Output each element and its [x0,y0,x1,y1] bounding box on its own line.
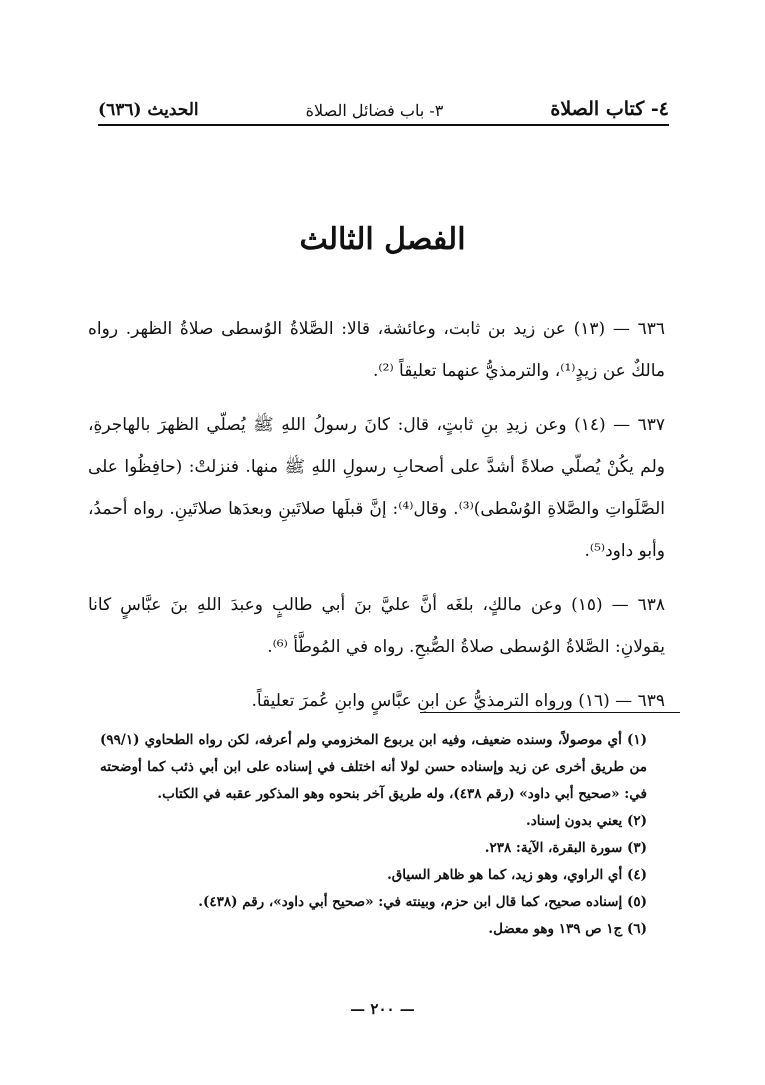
footnote: (٦) ج١ ص ١٣٩ وهو معضل. [488,921,647,937]
hadith-paragraph: ٦٣٨ — (١٥) وعن مالكٍ، بلغَه أنَّ عليَّ بنَ أبي طالبٍ وعبدَ اللهِ بنَ عبَّاسٍ كانا يقولانِ: الصَّلاةُ الوُسطى صلاةُ الصُّبحِ. رواه في المُوطَّأ ⁽⁶⁾. [88,595,665,657]
header-chapter-title: ٣- باب فضائل الصلاة [305,101,444,120]
hadith-paragraph: ٦٣٧ — (١٤) وعن زيدِ بنِ ثابتٍ، قال: كانَ رسولُ اللهِ ﷺ يُصلّي الظهرَ بالهاجرةِ، ولم يكُنْ يُصلّي صلاةً أشدَّ على أصحابِ رسولِ اللهِ ﷺ منها. فنزلتْ: (حافِظُوا على الصَّلَواتِ والصَّلاةِ الوُسْطى)⁽³⁾. وقال⁽⁴⁾: إنَّ قبلَها صلاتَينِ وبعدَها صلاتَينِ. رواه أحمدُ، وأبو داود⁽⁵⁾. [88,415,665,561]
page-number: — ٢٠٠ — [350,1000,415,1018]
header-book-title: ٤- كتاب الصلاة [550,98,669,120]
footnote-divider [420,712,680,713]
running-header [98,82,669,126]
footnote: (٤) أي الراوي، وهو زيد، كما هو ظاهر السياق. [387,867,647,883]
header-hadith-number: الحديث (٦٣٦) [98,100,199,120]
footnote: (٣) سورة البقرة، الآية: ٢٣٨. [484,840,647,856]
footnote: (٥) إسناده صحيح، كما قال ابن حزم، وبينته في: «صحيح أبي داود»، رقم (٤٣٨). [198,894,647,910]
footnote: (٢) يعني بدون إسناد. [526,813,647,829]
footnote: (١) أي موصولاً، وسنده ضعيف، وفيه ابن يربوع المخزومي ولم أعرفه، لكن رواه الطحاوي (٩٩/١) من طريق أخرى عن زيد وإسناده حسن لولا أنه اختلف في إسناده على ابن أبي ذئب كما أوضحته في: «صحيح أبي داود» (رقم ٤٣٨)، وله طريق آخر بنحوه وهو المذكور عقبه في الكتاب. [100,732,647,802]
hadith-paragraph: ٦٣٦ — (١٣) عن زيد بن ثابت، وعائشة، قالا: الصَّلاةُ الوُسطى صلاةُ الظهر. رواه مالكٌ عن زيدٍ⁽¹⁾، والترمذيُّ عنهما تعليقاً ⁽²⁾. [88,319,665,381]
footnotes [100,727,647,943]
hadith-paragraph: ٦٣٩ — (١٦) ورواه الترمذيُّ عن ابنِ عبَّاسٍ وابنِ عُمرَ تعليقاً. [251,691,665,711]
hadith-text [88,308,665,734]
section-title: الفصل الثالث [299,222,466,257]
